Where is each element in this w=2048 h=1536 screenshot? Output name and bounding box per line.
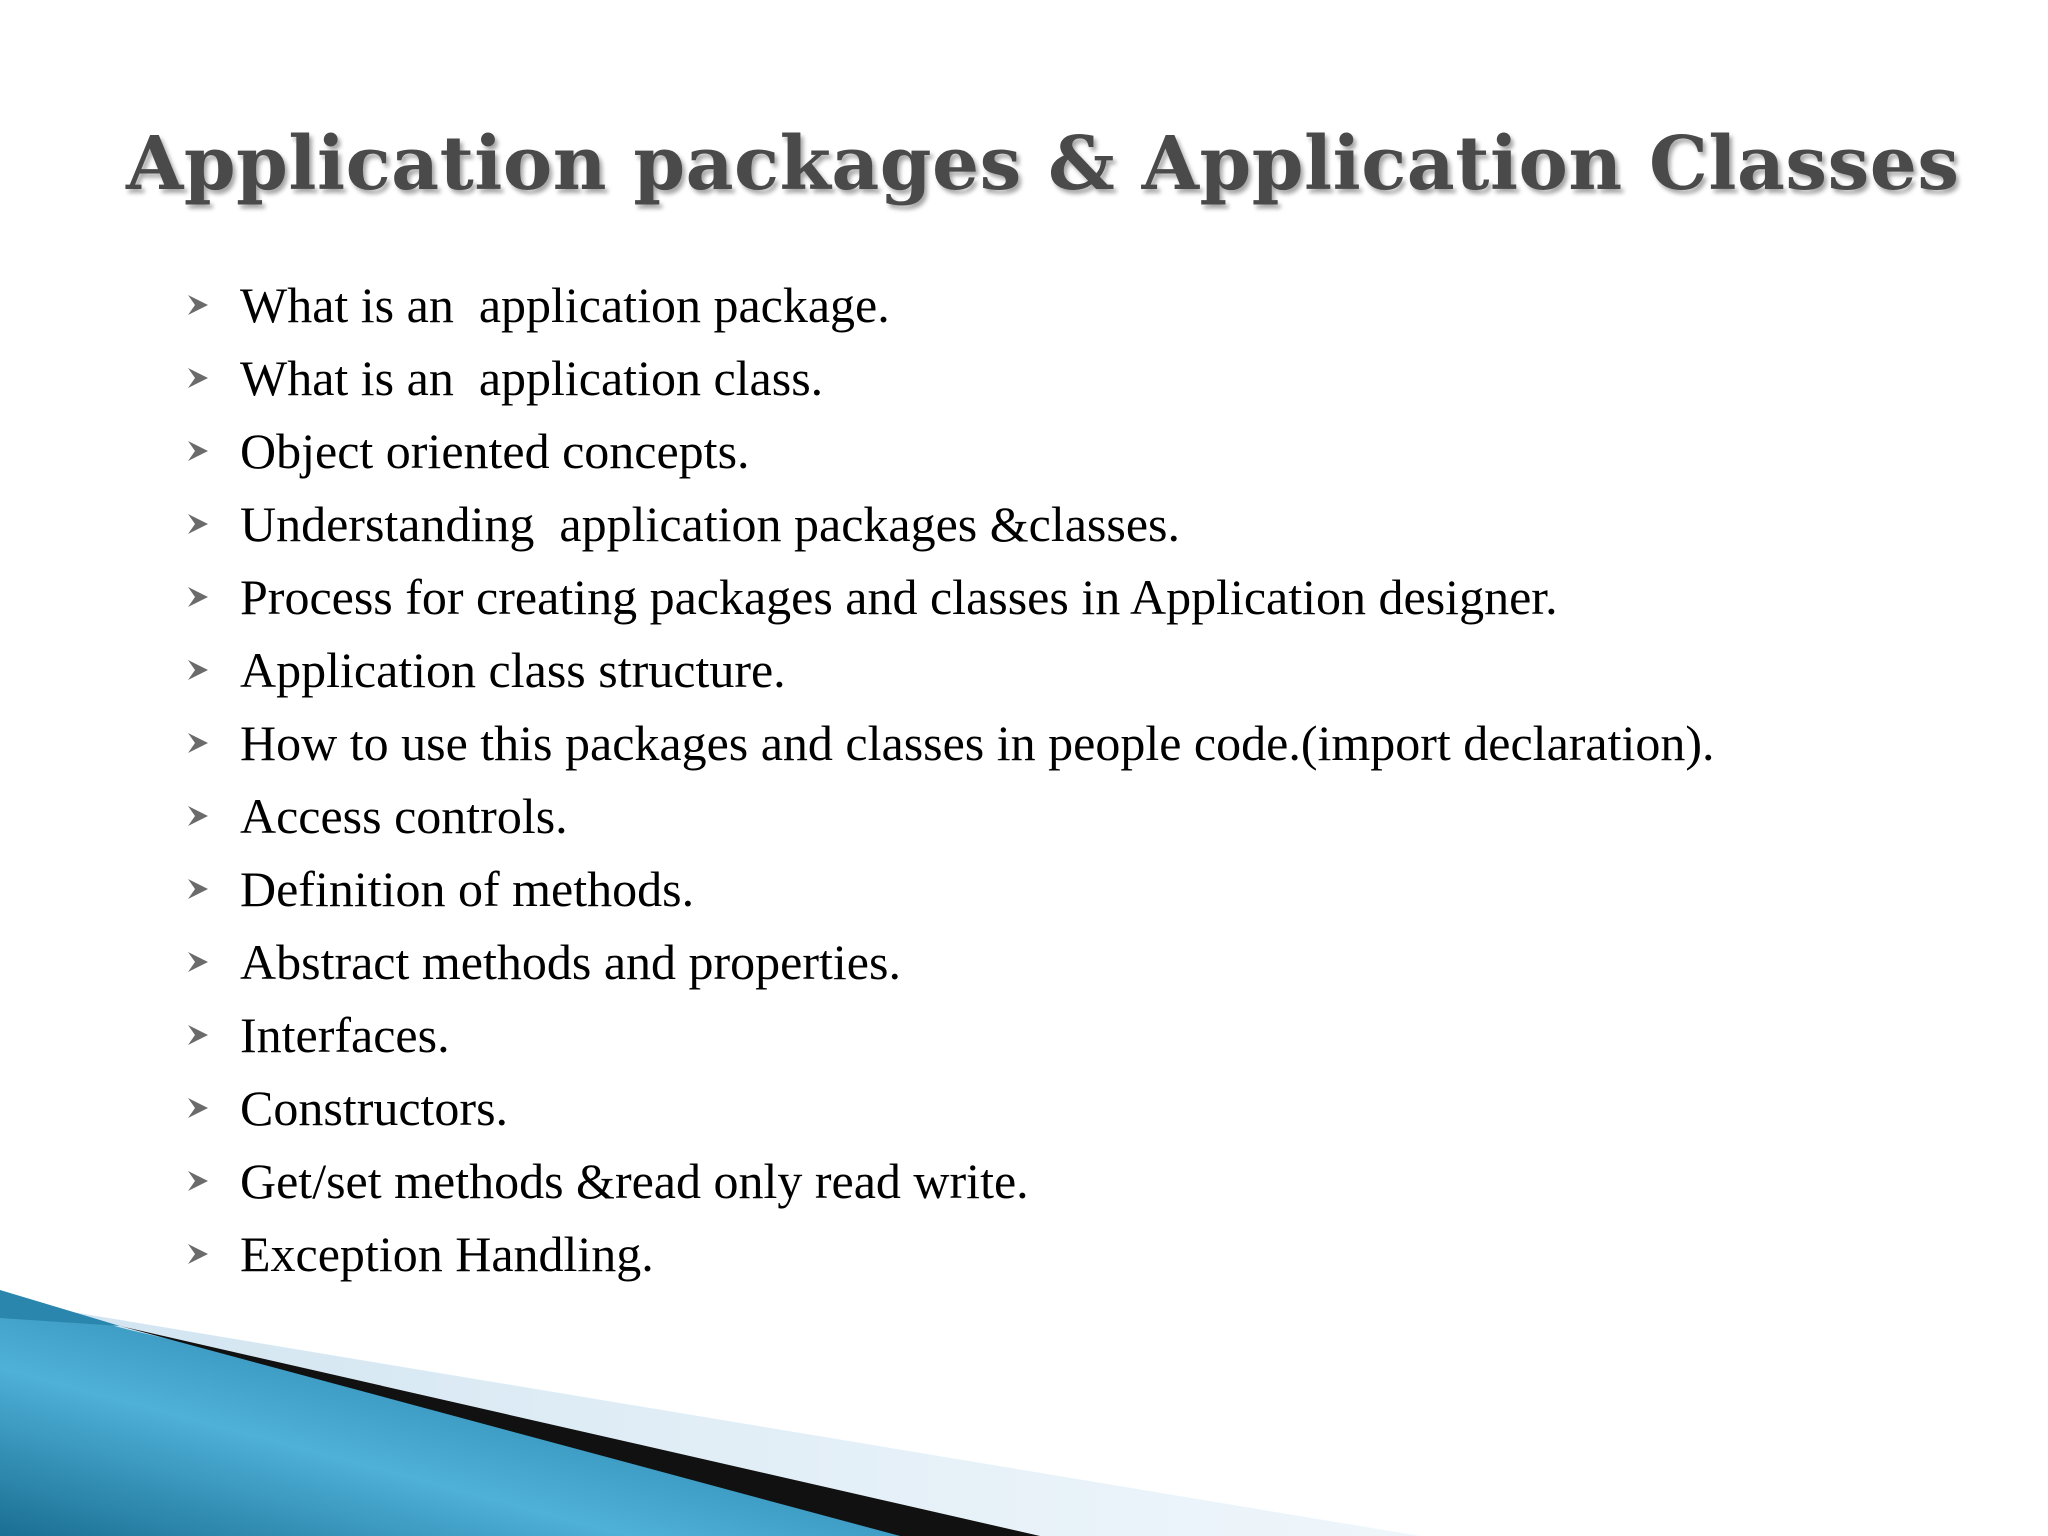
arrowhead-bullet-icon	[186, 951, 240, 973]
bullet-list	[186, 268, 1715, 1290]
list-item-text: Exception Handling.	[240, 1225, 654, 1282]
arrowhead-bullet-icon	[186, 1243, 240, 1265]
list-item	[186, 998, 1715, 1071]
list-item-text: What is an application package.	[240, 276, 890, 333]
list-item-text: Application class structure.	[240, 641, 786, 698]
list-item	[186, 414, 1715, 487]
arrowhead-bullet-icon	[186, 367, 240, 389]
list-item	[186, 341, 1715, 414]
list-item-text: Constructors.	[240, 1079, 509, 1136]
list-item	[186, 1071, 1715, 1144]
list-item-text: Process for creating packages and classes in Application designer.	[240, 568, 1558, 625]
arrowhead-bullet-icon	[186, 294, 240, 316]
list-item-text: Object oriented concepts.	[240, 422, 750, 479]
list-item	[186, 268, 1715, 341]
list-item	[186, 487, 1715, 560]
list-item	[186, 706, 1715, 779]
list-item-text: Definition of methods.	[240, 860, 695, 917]
list-item	[186, 560, 1715, 633]
blue-wedge	[0, 1296, 900, 1536]
list-item-text: Abstract methods and properties.	[240, 933, 901, 990]
slide-title: Application packages & Application Classes	[126, 121, 1960, 207]
list-item	[186, 779, 1715, 852]
arrowhead-bullet-icon	[186, 440, 240, 462]
list-item-text: Access controls.	[240, 787, 568, 844]
arrowhead-bullet-icon	[186, 805, 240, 827]
list-item	[186, 852, 1715, 925]
list-item-text: How to use this packages and classes in people code.(import declaration).	[240, 714, 1715, 771]
list-item-text: Understanding application packages &classes.	[240, 495, 1180, 552]
list-item	[186, 1217, 1715, 1290]
list-item	[186, 1144, 1715, 1217]
arrowhead-bullet-icon	[186, 513, 240, 535]
list-item-text: What is an application class.	[240, 349, 824, 406]
arrowhead-bullet-icon	[186, 878, 240, 900]
list-item-text: Get/set methods &read only read write.	[240, 1152, 1029, 1209]
arrowhead-bullet-icon	[186, 732, 240, 754]
arrowhead-bullet-icon	[186, 586, 240, 608]
list-item-text: Interfaces.	[240, 1006, 450, 1063]
arrowhead-bullet-icon	[186, 1170, 240, 1192]
arrowhead-bullet-icon	[186, 1097, 240, 1119]
arrowhead-bullet-icon	[186, 659, 240, 681]
list-item	[186, 925, 1715, 998]
list-item	[186, 633, 1715, 706]
arrowhead-bullet-icon	[186, 1024, 240, 1046]
